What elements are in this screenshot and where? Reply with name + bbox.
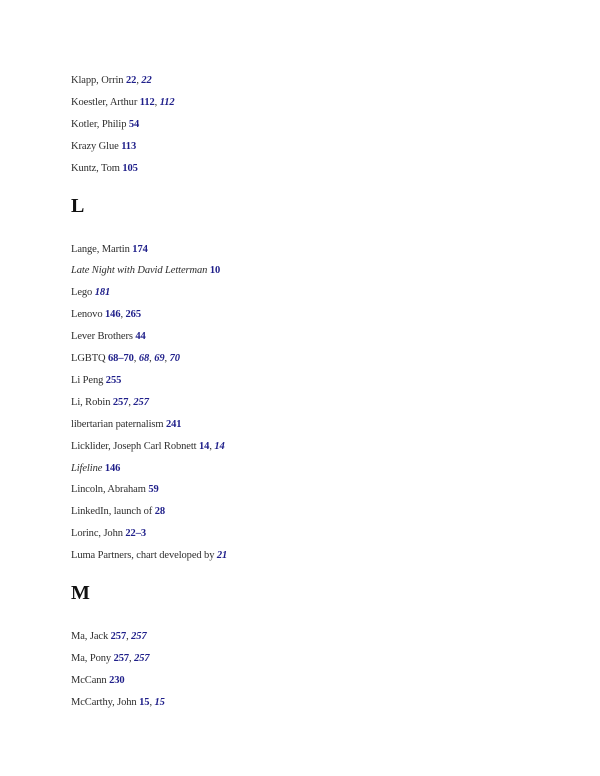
index-term: Lorinc, John: [71, 528, 123, 540]
index-entry: [71, 549, 227, 563]
page-locator-link[interactable]: 241: [165, 418, 182, 430]
page-locator-link[interactable]: 69: [154, 353, 165, 364]
page-locator-link[interactable]: 257: [113, 652, 130, 664]
page-locator-link[interactable]: 257: [110, 631, 127, 642]
section-letter-heading: L: [71, 194, 85, 217]
section-letter-heading: M: [71, 582, 90, 604]
index-term: Lego: [71, 287, 93, 299]
page-locator-link[interactable]: 257: [112, 396, 129, 408]
index-entry: [71, 162, 138, 176]
index-entry: [71, 462, 120, 476]
index-entry: [71, 330, 146, 344]
page-locator-link[interactable]: 68: [138, 353, 150, 364]
index-term: Li, Robin: [71, 396, 111, 408]
index-term: Lenovo: [71, 309, 103, 321]
page-locator-link[interactable]: 21: [216, 550, 228, 562]
index-entry: LGBTQ 68–70, 68, 69, 70: [71, 353, 180, 364]
page-locator-link[interactable]: 59: [148, 484, 159, 496]
index-entry: [71, 505, 165, 519]
page-locator-link[interactable]: 112: [159, 96, 175, 108]
page-locator-link[interactable]: 146: [105, 309, 121, 321]
index-entry: Ma, Pony 257, 257: [71, 652, 150, 664]
page-locator-link[interactable]: 257: [133, 396, 149, 408]
page-locator-link[interactable]: 22: [141, 75, 152, 86]
index-term: Late Night with David Letterman: [71, 265, 208, 277]
index-term: LGBTQ: [71, 353, 106, 364]
page-locator-link[interactable]: 113: [121, 140, 137, 152]
page-locator-link[interactable]: 174: [132, 243, 148, 255]
page-locator-link[interactable]: 265: [125, 309, 141, 321]
page-locator-link[interactable]: 22: [126, 75, 137, 86]
page-locator-link[interactable]: 105: [122, 162, 138, 174]
index-term: Koestler, Arthur: [71, 96, 138, 108]
page-locator-link[interactable]: 70: [169, 353, 180, 364]
page-locator-link[interactable]: 14: [214, 440, 225, 452]
index-entry: Licklider, Joseph Carl Robnett 14, 14: [71, 440, 225, 452]
index-term: Lange, Martin: [71, 243, 130, 255]
index-term: libertarian paternalism: [71, 418, 164, 430]
index-entry: [71, 140, 136, 154]
index-entry: Li, Robin 257, 257: [71, 396, 149, 408]
page-locator-link[interactable]: 255: [105, 374, 122, 386]
index-term: Krazy Glue: [71, 140, 119, 152]
index-term: Lever Brothers: [71, 331, 133, 343]
index-entry: Lenovo 146, 265: [71, 309, 141, 321]
index-entry: [71, 527, 146, 541]
page-locator-link[interactable]: 257: [134, 652, 150, 664]
index-term: Kuntz, Tom: [71, 162, 120, 174]
page-locator-link[interactable]: 181: [94, 287, 111, 299]
index-entry: McCarthy, John 15, 15: [71, 696, 165, 708]
index-entry: [71, 483, 159, 497]
page-locator-link[interactable]: 15: [139, 696, 150, 708]
page-locator-link[interactable]: 112: [139, 96, 155, 108]
index-entry: [71, 418, 181, 432]
index-term: Kotler, Philip: [71, 118, 127, 130]
index-entry: [71, 264, 220, 278]
page-locator-link[interactable]: 44: [135, 331, 146, 343]
index-entry: [71, 374, 121, 388]
index-term: Ma, Jack: [71, 631, 109, 642]
index-term: Klapp, Orrin: [71, 75, 124, 86]
index-entry: [71, 243, 148, 257]
index-entry: [71, 674, 125, 688]
index-entry: [71, 118, 139, 132]
page-locator-link[interactable]: 146: [104, 462, 121, 474]
index-term: Licklider, Joseph Carl Robnett: [71, 440, 197, 452]
page-locator-link[interactable]: 257: [131, 631, 147, 642]
index-term: Li Peng: [71, 374, 104, 386]
page-locator-link[interactable]: 54: [128, 118, 140, 130]
page-locator-link[interactable]: 14: [199, 440, 210, 452]
page-locator-link[interactable]: 22–3: [125, 528, 147, 540]
index-term: McCann: [71, 674, 107, 686]
page-locator-link[interactable]: 10: [209, 265, 221, 277]
index-term: McCarthy, John: [71, 696, 137, 708]
page-locator-link[interactable]: 68–70: [108, 353, 134, 364]
index-term: Ma, Pony: [71, 652, 112, 664]
index-term: Lifeline: [71, 462, 103, 474]
index-term: Luma Partners, chart developed by: [71, 550, 215, 562]
index-entry: [71, 286, 110, 300]
index-term: LinkedIn, launch of: [71, 506, 153, 518]
index-entry: Klapp, Orrin 22, 22: [71, 75, 152, 86]
index-term: Lincoln, Abraham: [71, 484, 146, 496]
index-entry: Koestler, Arthur 112, 112: [71, 96, 175, 108]
page-locator-link[interactable]: 230: [109, 674, 125, 686]
page-locator-link[interactable]: 28: [154, 506, 166, 518]
page-locator-link[interactable]: 15: [154, 696, 165, 708]
index-entry: Ma, Jack 257, 257: [71, 631, 147, 642]
